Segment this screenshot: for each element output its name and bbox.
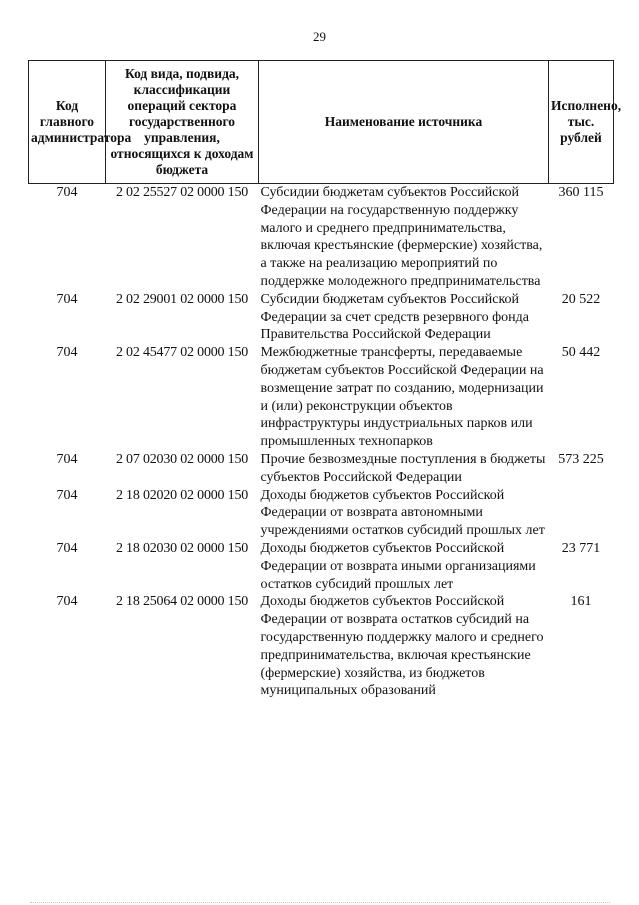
table-row bbox=[29, 487, 614, 540]
admin-code-cell: 704 bbox=[56, 185, 78, 200]
classification-code-cell: 2 02 25527 02 0000 150 bbox=[115, 185, 249, 200]
admin-code-cell: 704 bbox=[56, 291, 78, 307]
header-source-name: Наименование источника bbox=[259, 61, 549, 184]
header-admin-code: Код главного администратора bbox=[29, 61, 106, 184]
source-name-cell: Субсидии бюджетам субъектов Российской Федерации за счет средств резервного фонда Правительства Российской Федерации bbox=[260, 291, 530, 343]
scan-artifact-line bbox=[30, 898, 610, 903]
admin-code-cell: 704 bbox=[56, 487, 78, 503]
classification-code-cell: 2 07 02030 02 0000 150 bbox=[115, 451, 249, 467]
source-name-cell: Прочие безвозмездные поступления в бюджеты субъектов Российской Федерации bbox=[260, 451, 546, 485]
admin-code-cell: 704 bbox=[56, 540, 78, 556]
amount-cell: 360 115 bbox=[558, 185, 604, 200]
source-name-cell: Межбюджетные трансферты, передаваемые бюджетам субъектов Российской Федерации на возмещение затрат по созданию, модернизации и (или) реконструкции объектов инфраструктуры индустриальных парков или промышленных технопарков bbox=[260, 345, 544, 450]
source-name-cell: Субсидии бюджетам субъектов Российской Федерации на государственную поддержку малого и среднего предпринимательства, включая крестьянские (фермерские) хозяйства, а также на реализацию мероприятий по поддержке молодежного предпринимательства bbox=[260, 185, 543, 289]
amount-cell bbox=[549, 487, 614, 540]
table-row bbox=[29, 291, 614, 344]
admin-code-cell: 704 bbox=[56, 451, 78, 467]
revenue-table bbox=[28, 60, 622, 700]
amount-cell: 573 225 bbox=[558, 451, 604, 467]
table-row bbox=[29, 451, 614, 487]
amount-cell: 20 522 bbox=[561, 291, 601, 307]
source-name-cell: Доходы бюджетов субъектов Российской Федерации от возврата иными организациями остатков субсидий прошлых лет bbox=[260, 540, 536, 592]
page-number: 29 bbox=[313, 29, 326, 44]
header-amount: Исполнено, тыс. рублей bbox=[549, 61, 614, 184]
classification-code-cell: 2 02 29001 02 0000 150 bbox=[115, 291, 249, 307]
classification-code-cell: 2 18 25064 02 0000 150 bbox=[115, 594, 249, 610]
table-row bbox=[29, 593, 614, 700]
amount-cell: 161 bbox=[570, 594, 592, 610]
classification-code-cell: 2 18 02030 02 0000 150 bbox=[115, 540, 249, 556]
table-row bbox=[29, 344, 614, 451]
source-name-cell: Доходы бюджетов субъектов Российской Федерации от возврата остатков субсидий на государственную поддержку малого и среднего предпринимательства, включая крестьянские (фермерские) хозяйства, из бюджетов муниципальных образований bbox=[260, 594, 544, 699]
amount-cell: 50 442 bbox=[561, 345, 601, 361]
table-row bbox=[29, 540, 614, 593]
table-row bbox=[29, 184, 614, 291]
header-classification-code: Код вида, подвида, классификации операций сектора государственного управления, относящихся к доходам бюджета bbox=[106, 61, 259, 184]
table-header bbox=[29, 61, 622, 184]
classification-code-cell: 2 18 02020 02 0000 150 bbox=[115, 487, 249, 503]
admin-code-cell: 704 bbox=[56, 345, 78, 361]
source-name-cell: Доходы бюджетов субъектов Российской Федерации от возврата автономными учреждениями остатков субсидий прошлых лет bbox=[260, 487, 545, 539]
admin-code-cell: 704 bbox=[56, 594, 78, 610]
table-body bbox=[29, 184, 614, 701]
amount-cell: 23 771 bbox=[561, 540, 601, 556]
classification-code-cell: 2 02 45477 02 0000 150 bbox=[115, 345, 249, 361]
